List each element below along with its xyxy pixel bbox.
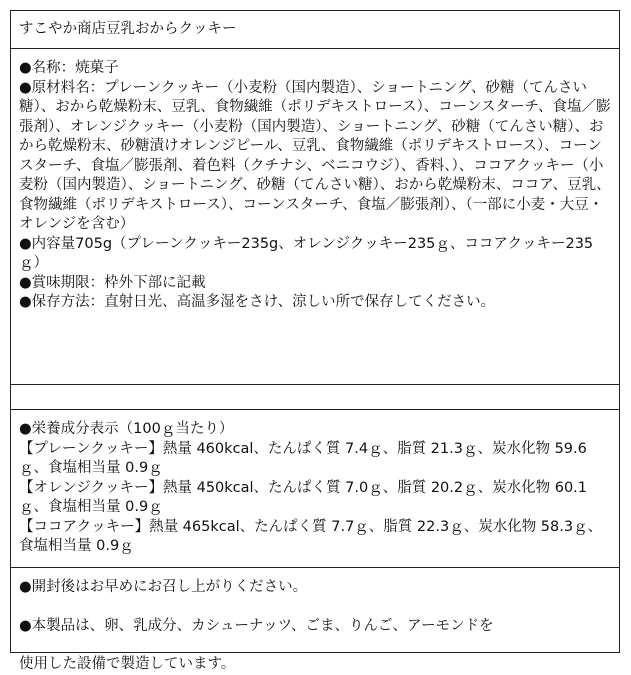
storage-line: ●保存方法：直射日光、高温多湿をさけ、涼しい所で保存してください。 <box>19 294 496 310</box>
nutrition-heading: ●栄養成分表示（100ｇ当たり） <box>19 421 234 437</box>
nutrition-orange: 【オレンジクッキー】熱量 450kcal、たんぱく質 7.0ｇ、脂質 20.2ｇ、炭水化物 60.1ｇ、食塩相当量 0.9ｇ <box>19 479 588 515</box>
nutrition-plain: 【プレーンクッキー】熱量 460kcal、たんぱく質 7.4ｇ、脂質 21.3ｇ、炭水化物 59.6ｇ、食塩相当量 0.9ｇ <box>19 440 587 476</box>
note-gap <box>19 598 611 617</box>
expiry-line: ●賞味期限：枠外下部に記載 <box>19 274 206 291</box>
title-row <box>11 11 619 49</box>
product-title: すこやか商店豆乳おからクッキー <box>19 21 237 37</box>
nutrition-cocoa: 【ココアクッキー】熱量 465kcal、たんぱく質 7.7ｇ、脂質 22.3ｇ、炭水化物 58.3ｇ、食塩相当量 0.9ｇ <box>19 518 603 554</box>
ingredients-line: ●原材料名：プレーンクッキー（小麦粉（国内製造）、ショートニング、砂糖（てんさい糖）、おから乾燥粉末、豆乳、食物繊維（ポリデキストロース）、コーンスターチ、食塩／膨張剤）、オレンジクッキー（小麦粉（国内製造）、ショートニング、砂糖（てんさい糖）、おから乾燥粉末、砂糖漬けオレンジピール、豆乳、食物繊維（ポリデキストロース）、コーンスターチ、食塩／膨張剤、着色料（クチナシ、ベニコウジ）、香料、）、ココアクッキー（小麦粉（国内製造）、ショートニング、砂糖（てんさい糖）、おから乾燥粉末、ココア、豆乳、食物繊維（ポリデキストロース）、コーンスターチ、食塩／膨張剤）、（一部に小麦・大豆・オレンジを含む） <box>19 79 611 232</box>
note-gap <box>19 636 611 655</box>
notes-row <box>11 568 619 672</box>
content-line: ●内容量705g（プレーンクッキー235g、オレンジクッキー235ｇ、ココアクッキー235ｇ） <box>19 235 594 271</box>
product-info-row <box>11 49 619 385</box>
name-line: ●名称：焼菓子 <box>19 60 119 76</box>
allergen-note-line1: ●本製品は、卵、乳成分、カシューナッツ、ごま、りんご、アーモンドを <box>19 617 494 634</box>
nutrition-row <box>11 410 619 568</box>
product-label-table <box>10 10 620 672</box>
allergen-note-line2: 使用した設備で製造しています。 <box>19 656 236 672</box>
after-opening-note: ●開封後はお早めにお召し上がりください。 <box>19 579 308 595</box>
empty-row <box>11 385 619 410</box>
